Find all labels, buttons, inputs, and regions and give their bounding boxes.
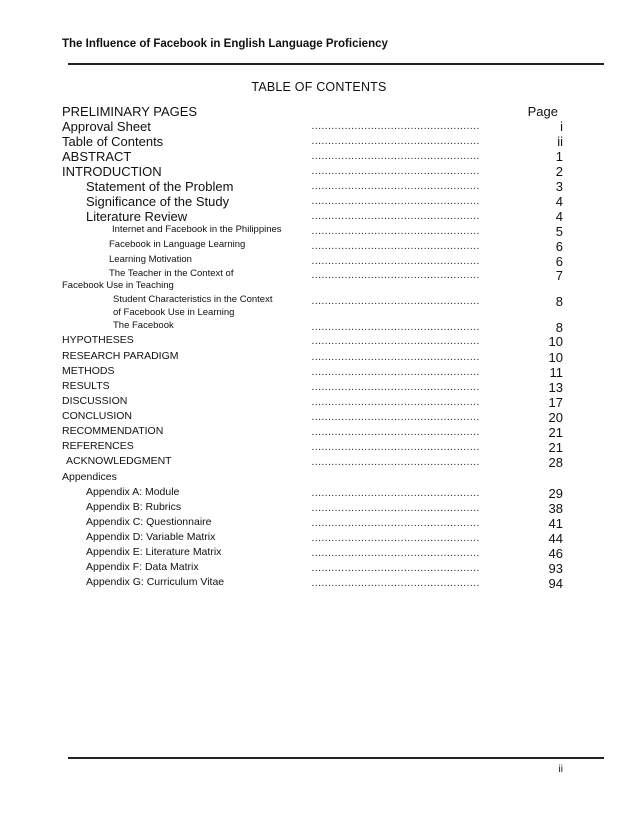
toc-entry-page: 4 xyxy=(555,209,563,224)
toc-entry-label: Approval Sheet xyxy=(62,119,151,134)
toc-entry-page: 94 xyxy=(548,576,563,591)
toc-leader-dots: …………………………………………… xyxy=(311,381,480,393)
toc-entry-page: 4 xyxy=(555,194,563,209)
toc-leader-dots: …………………………………………… xyxy=(311,255,480,267)
toc-entry-label: INTRODUCTION xyxy=(62,164,162,179)
toc-entry-label: ACKNOWLEDGMENT xyxy=(66,455,172,467)
toc-leader-dots: …………………………………………… xyxy=(311,180,480,192)
toc-entry-label: RESEARCH PARADIGM xyxy=(62,350,179,362)
toc-leader-dots: …………………………………………… xyxy=(311,210,480,222)
toc-entry-label-continuation: of Facebook Use in Learning xyxy=(113,307,235,318)
toc-entry-page: 20 xyxy=(548,410,563,425)
toc-entry-page: 21 xyxy=(548,425,563,440)
toc-entry-label: Appendix G: Curriculum Vitae xyxy=(86,576,225,588)
toc-leader-dots: …………………………………………… xyxy=(311,269,480,281)
toc-entry-label: REFERENCES xyxy=(62,440,134,452)
toc-entry-label: HYPOTHESES xyxy=(62,334,134,346)
toc-leader-dots: …………………………………………… xyxy=(311,120,480,132)
toc-leader-dots: …………………………………………… xyxy=(311,240,480,252)
toc-entry-page: 44 xyxy=(548,531,563,546)
toc-entry-label: Significance of the Study xyxy=(86,194,230,209)
toc-leader-dots: …………………………………………… xyxy=(311,165,480,177)
toc-entry-page: ii xyxy=(557,134,563,149)
toc-leader-dots: …………………………………………… xyxy=(311,321,480,333)
toc-leader-dots: …………………………………………… xyxy=(311,577,480,589)
toc-leader-dots: …………………………………………… xyxy=(311,441,480,453)
toc-entry-label: The Teacher in the Context of xyxy=(109,268,234,279)
toc-entry-page: 10 xyxy=(548,350,563,365)
toc-entry-label: METHODS xyxy=(62,365,115,377)
toc-entry-page: 7 xyxy=(555,268,563,283)
toc-entry-label: ABSTRACT xyxy=(62,149,132,164)
toc-entry-label: Appendix F: Data Matrix xyxy=(86,561,199,573)
toc-entry-label: RECOMMENDATION xyxy=(62,425,164,437)
toc-entry-page: 10 xyxy=(548,334,563,349)
toc-entry-label: Facebook in Language Learning xyxy=(109,239,246,250)
toc-entry-page: 41 xyxy=(548,516,563,531)
toc-entry-page: 8 xyxy=(555,320,563,335)
toc-entry-label: Appendix D: Variable Matrix xyxy=(86,531,216,543)
toc-entry-label: Appendix B: Rubrics xyxy=(86,501,182,513)
toc-entry-page: i xyxy=(560,119,563,134)
header-rule xyxy=(68,63,604,65)
toc-entry-page: 5 xyxy=(555,224,563,239)
toc-entry-page: 1 xyxy=(555,149,563,164)
toc-entry-label: Literature Review xyxy=(86,209,188,224)
toc-entry-label: Table of Contents xyxy=(62,134,164,149)
toc-entry-label: Appendix E: Literature Matrix xyxy=(86,546,222,558)
toc-title: TABLE OF CONTENTS xyxy=(251,80,387,94)
toc-leader-dots: …………………………………………… xyxy=(311,426,480,438)
toc-leader-dots: …………………………………………… xyxy=(311,547,480,559)
toc-entry-page: 3 xyxy=(555,179,563,194)
toc-entry-page: 17 xyxy=(548,395,563,410)
toc-leader-dots: …………………………………………… xyxy=(311,411,480,423)
footer-page-number: ii xyxy=(558,764,563,775)
toc-entry-label: CONCLUSION xyxy=(62,410,133,422)
toc-entry-page: 93 xyxy=(548,561,563,576)
toc-entry-page: 6 xyxy=(555,254,563,269)
toc-entry-label: Appendices xyxy=(62,471,117,483)
toc-entry-page: 6 xyxy=(555,239,563,254)
toc-leader-dots: …………………………………………… xyxy=(311,150,480,162)
toc-entry-label: Student Characteristics in the Context xyxy=(113,294,273,305)
toc-leader-dots: …………………………………………… xyxy=(311,456,480,468)
toc-entry-label: Internet and Facebook in the Philippines xyxy=(112,224,282,235)
toc-entry-label: RESULTS xyxy=(62,380,110,392)
toc-entry-page: 11 xyxy=(549,365,563,380)
toc-leader-dots: …………………………………………… xyxy=(311,517,480,529)
toc-leader-dots: …………………………………………… xyxy=(311,487,480,499)
toc-entry-page: 21 xyxy=(548,440,563,455)
toc-leader-dots: …………………………………………… xyxy=(311,351,480,363)
toc-leader-dots: …………………………………………… xyxy=(311,502,480,514)
toc-leader-dots: …………………………………………… xyxy=(311,195,480,207)
running-head: The Influence of Facebook in English Language Proficiency xyxy=(62,38,388,50)
toc-entry-label: DISCUSSION xyxy=(62,395,128,407)
toc-leader-dots: …………………………………………… xyxy=(311,225,480,237)
toc-entry-label-continuation: Facebook Use in Teaching xyxy=(62,280,174,291)
toc-entry-page: 13 xyxy=(548,380,563,395)
toc-entry-page: 2 xyxy=(555,164,563,179)
toc-leader-dots: …………………………………………… xyxy=(311,366,480,378)
section-header-label: PRELIMINARY PAGES xyxy=(62,104,198,119)
toc-leader-dots: …………………………………………… xyxy=(311,562,480,574)
toc-entry-page: 8 xyxy=(555,294,563,309)
toc-entry-page: 38 xyxy=(548,501,563,516)
toc-leader-dots: …………………………………………… xyxy=(311,135,480,147)
toc-entry-page: 46 xyxy=(548,546,563,561)
toc-leader-dots: …………………………………………… xyxy=(311,396,480,408)
toc-leader-dots: …………………………………………… xyxy=(311,335,480,347)
footer-rule xyxy=(68,757,604,759)
toc-entry-label: Statement of the Problem xyxy=(86,179,234,194)
toc-entry-label: The Facebook xyxy=(113,320,174,331)
toc-entry-label: Appendix C: Questionnaire xyxy=(86,516,212,528)
toc-leader-dots: …………………………………………… xyxy=(311,295,480,307)
toc-leader-dots: …………………………………………… xyxy=(311,532,480,544)
toc-entry-page: 28 xyxy=(548,455,563,470)
toc-entry-label: Learning Motivation xyxy=(109,254,192,265)
toc-entry-label: Appendix A: Module xyxy=(86,486,180,498)
toc-entry-page: 29 xyxy=(548,486,563,501)
page-column-header: Page xyxy=(527,104,558,119)
